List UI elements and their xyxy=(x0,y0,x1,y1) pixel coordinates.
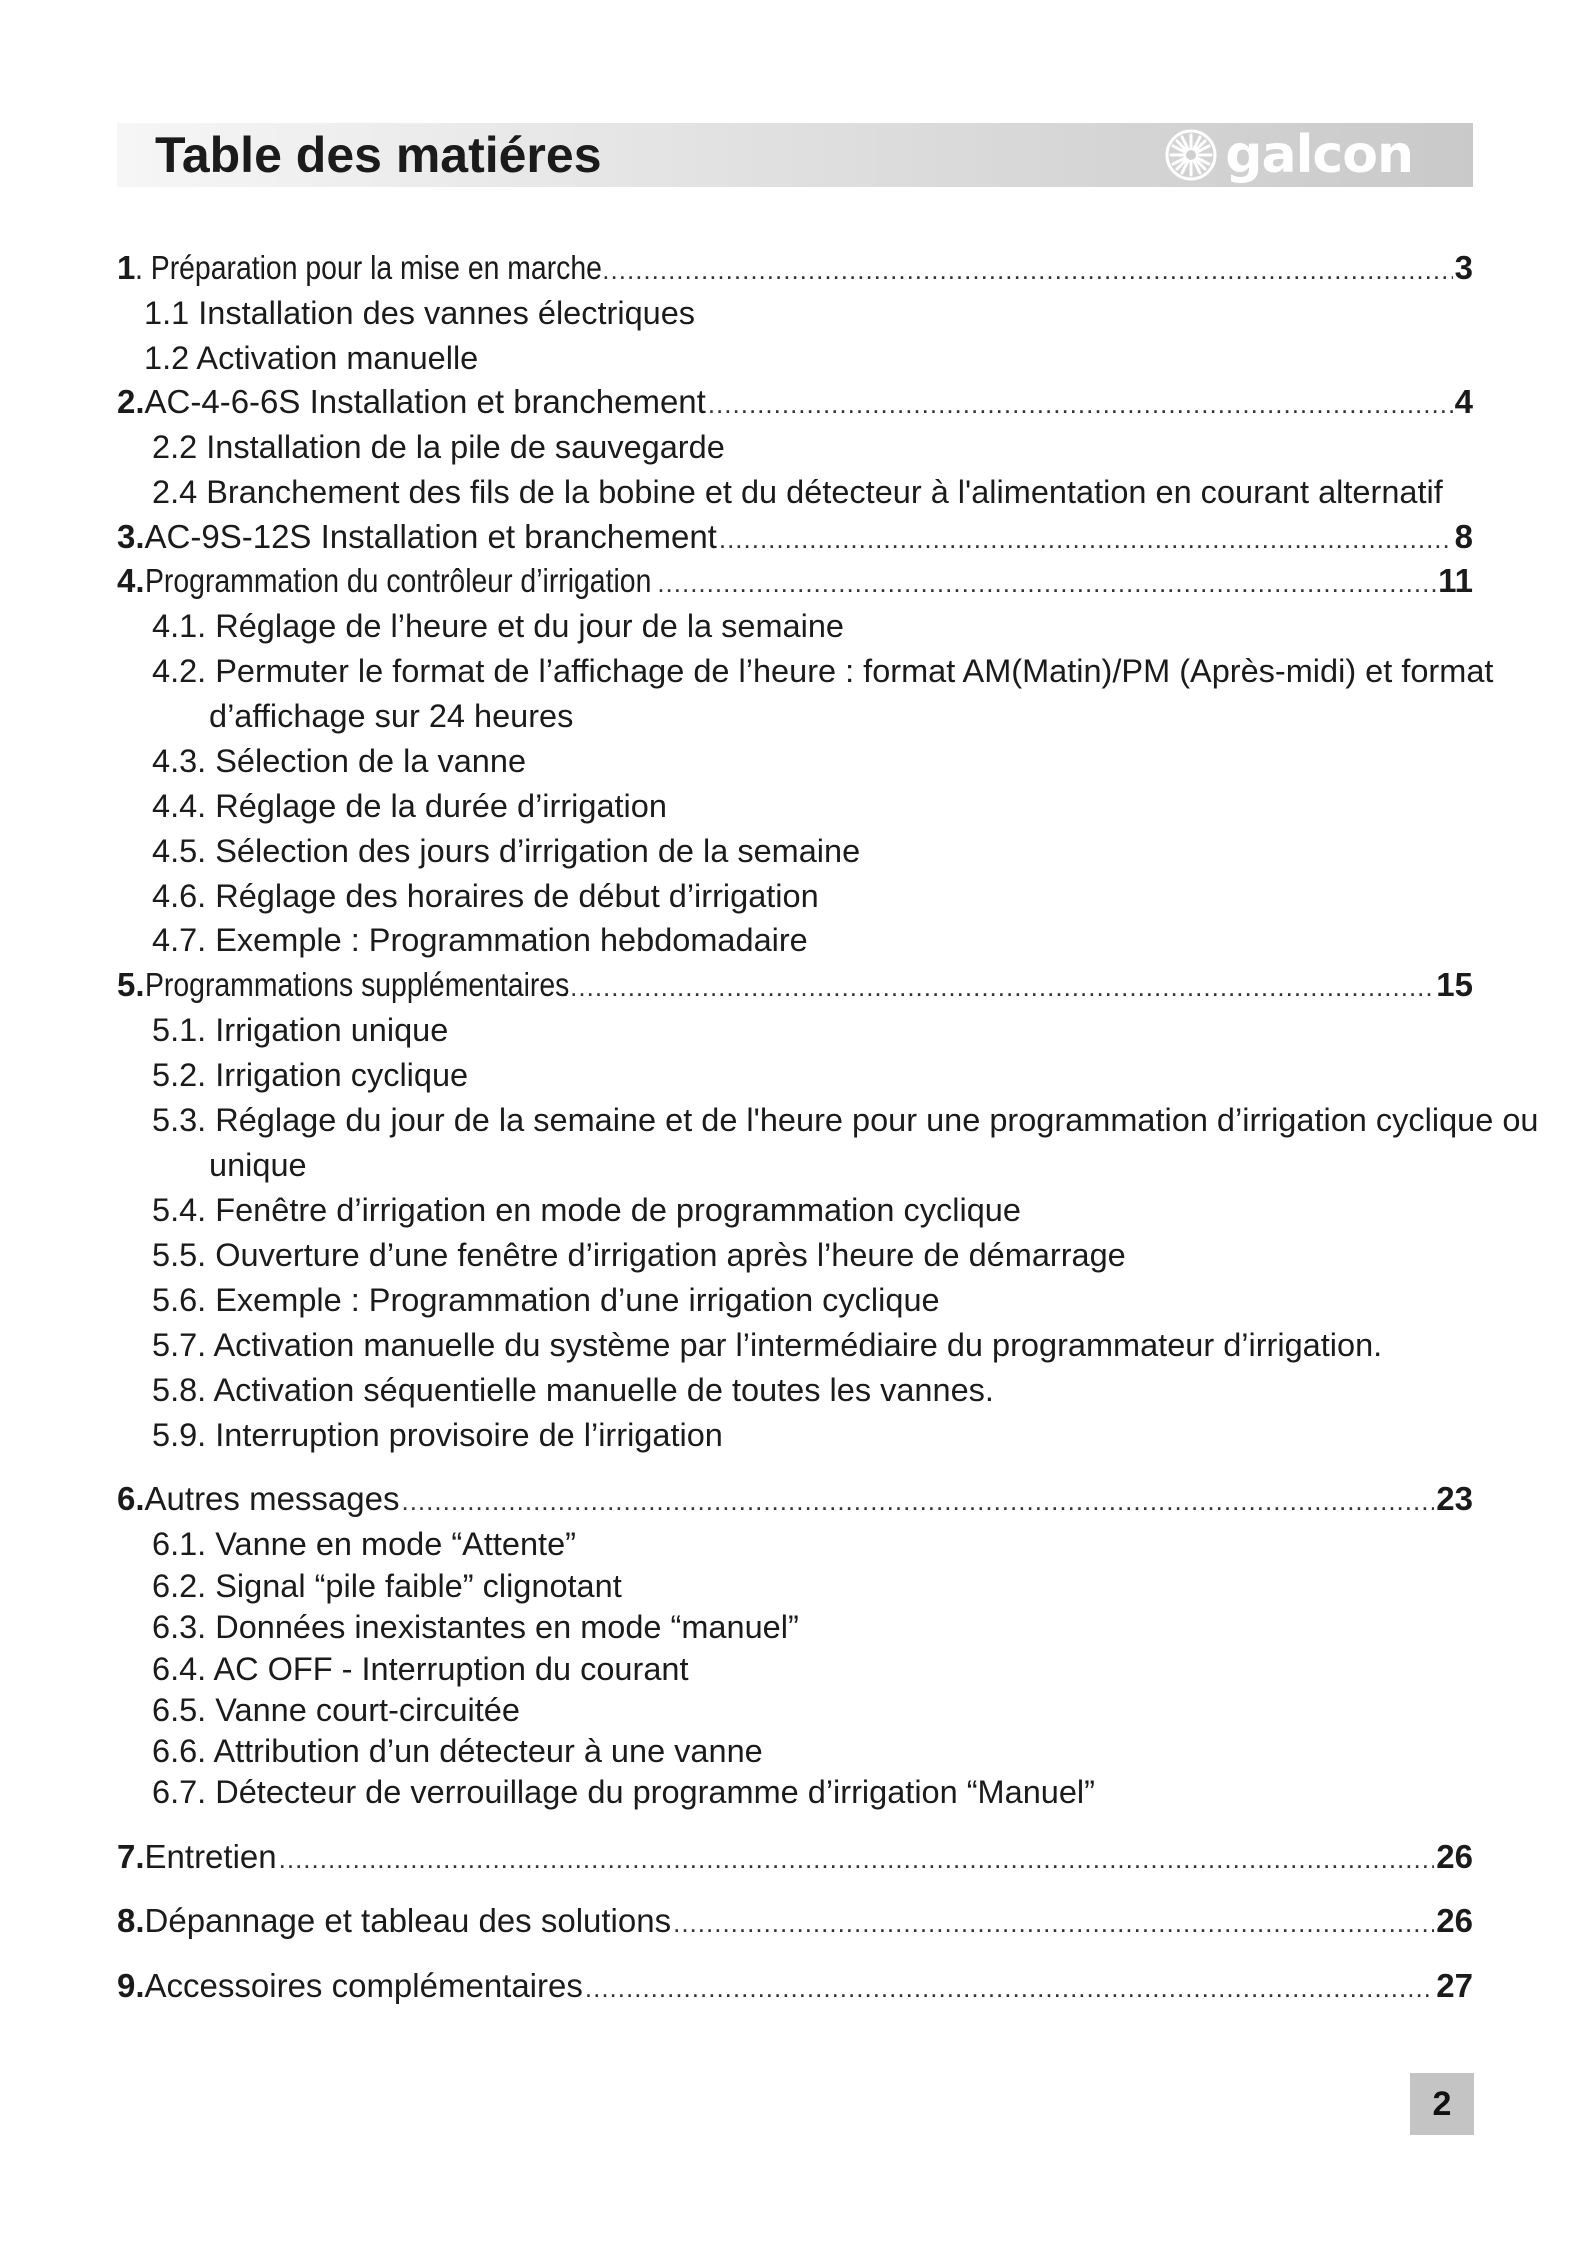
toc-entry-title: 6.7. Détecteur de verrouillage du programme d’irrigation “Manuel” xyxy=(152,1774,1095,1810)
toc-subsection-entry[interactable] xyxy=(152,1607,799,1647)
toc-dot-leader xyxy=(562,965,1434,1007)
toc-subsection-entry[interactable] xyxy=(152,1772,1095,1812)
toc-entry-title: 4.6. Réglage des horaires de début d’irrigation xyxy=(152,878,819,914)
toc-subsection-entry[interactable] xyxy=(152,1415,723,1455)
toc-chapter-entry[interactable] xyxy=(117,248,1473,290)
toc-subsection-entry[interactable] xyxy=(152,1524,576,1564)
toc-subsection-entry[interactable] xyxy=(152,786,667,826)
toc-entry-title: d’affichage sur 24 heures xyxy=(209,698,574,734)
toc-subsection-entry[interactable] xyxy=(152,1325,1382,1365)
brand-logo xyxy=(1165,127,1413,183)
toc-entry-title: AC-9S-12S Installation et branchement xyxy=(144,518,717,555)
toc-subsection-entry[interactable] xyxy=(152,427,725,467)
toc-entry-title: 5.2. Irrigation cyclique xyxy=(152,1057,469,1093)
toc-entry-title: 6.5. Vanne court-circuitée xyxy=(152,1692,520,1728)
toc-entry-title: 4.1. Réglage de l’heure et du jour de la semaine xyxy=(152,608,844,644)
toc-entry-title: 5.1. Irrigation unique xyxy=(152,1012,449,1048)
toc-chapter-entry[interactable] xyxy=(117,382,1473,424)
toc-chapter-entry[interactable] xyxy=(117,1901,1473,1943)
toc-chapter-number: 9. xyxy=(117,1967,145,2004)
toc-dot-leader xyxy=(279,1837,1435,1879)
toc-subsection-entry[interactable] xyxy=(152,1280,940,1320)
toc-subsection-entry[interactable] xyxy=(152,1370,994,1410)
toc-subsection-entry[interactable] xyxy=(152,651,1493,691)
toc-entry-title: 6.4. AC OFF - Interruption du courant xyxy=(152,1651,689,1687)
toc-chapter-number: 2. xyxy=(117,383,145,420)
toc-entry-title: 6.1. Vanne en mode “Attente” xyxy=(152,1526,576,1562)
toc-page-number: 26 xyxy=(1436,1838,1473,1875)
toc-entry-title: 4.5. Sélection des jours d’irrigation de la semaine xyxy=(152,833,861,869)
page-number-box xyxy=(1410,2073,1474,2135)
page-title: Table des matiéres xyxy=(155,127,602,183)
toc-entry-title: 2.2 Installation de la pile de sauvegarde xyxy=(152,429,725,465)
toc-chapter-number: 4. xyxy=(117,562,145,599)
toc-chapter-entry[interactable] xyxy=(117,965,1473,1007)
toc-chapter-number: 7. xyxy=(117,1838,145,1875)
toc-entry-title: 4.7. Exemple : Programmation hebdomadaire xyxy=(152,922,808,958)
toc-dot-leader xyxy=(585,1966,1434,2008)
toc-entry-title: 5.6. Exemple : Programmation d’une irrigation cyclique xyxy=(152,1282,940,1318)
toc-entry-title: 6.2. Signal “pile faible” clignotant xyxy=(152,1568,622,1604)
toc-subsection-entry[interactable] xyxy=(152,1649,689,1689)
sunburst-logo-icon xyxy=(1165,129,1217,181)
header-band xyxy=(117,123,1473,187)
toc-entry-title: 6.3. Données inexistantes en mode “manuel” xyxy=(152,1609,799,1645)
toc-entry-title: 5.3. Réglage du jour de la semaine et de l'heure pour une programmation d’irrigation cyclique ou xyxy=(152,1102,1539,1138)
toc-entry-title: 4.4. Réglage de la durée d’irrigation xyxy=(152,788,667,824)
toc-subsection-entry[interactable] xyxy=(152,920,808,960)
toc-subsection-entry[interactable] xyxy=(152,831,860,871)
toc-subsection-entry[interactable] xyxy=(152,1731,763,1771)
toc-entry-title: 2.4 Branchement des fils de la bobine et du détecteur à l'alimentation en courant alternatif xyxy=(152,474,1443,510)
toc-chapter-number: 6. xyxy=(117,1480,145,1517)
toc-subsection-entry[interactable] xyxy=(152,1690,520,1730)
toc-page-number: 23 xyxy=(1436,1480,1473,1517)
toc-page-number: 15 xyxy=(1436,966,1473,1003)
toc-subsection-entry[interactable] xyxy=(152,1100,1539,1140)
toc-entry-title: 4.2. Permuter le format de l’affichage de l’heure : format AM(Matin)/PM (Après-midi) et format xyxy=(152,653,1494,689)
toc-entry-title: 5.7. Activation manuelle du système par l’intermédiaire du programmateur d’irrigation. xyxy=(152,1327,1383,1363)
toc-entry-title: Programmation du contrôleur d’irrigation xyxy=(144,562,651,599)
toc-subsection-entry[interactable] xyxy=(152,1055,468,1095)
toc-entry-title: 5.8. Activation séquentielle manuelle de toutes les vannes. xyxy=(152,1372,994,1408)
toc-dot-leader xyxy=(602,248,1452,290)
toc-subsection-entry[interactable] xyxy=(209,696,573,736)
toc-entry-title: . Préparation pour la mise en marche xyxy=(135,249,603,286)
toc-chapter-number: 1 xyxy=(117,249,136,286)
toc-entry-title: Dépannage et tableau des solutions xyxy=(144,1902,672,1939)
toc-dot-leader xyxy=(657,561,1436,603)
toc-subsection-entry[interactable] xyxy=(152,1190,1021,1230)
toc-entry-title: Autres messages xyxy=(144,1480,400,1517)
toc-chapter-number: 3. xyxy=(117,518,145,555)
toc-subsection-entry[interactable] xyxy=(144,338,478,378)
brand-name: galcon xyxy=(1225,125,1413,185)
toc-subsection-entry[interactable] xyxy=(152,1235,1126,1275)
toc-page-number: 27 xyxy=(1436,1967,1473,2004)
toc-page-number: 26 xyxy=(1436,1902,1473,1939)
toc-chapter-number: 5. xyxy=(117,966,145,1003)
toc-page-number: 4 xyxy=(1454,383,1473,420)
toc-dot-leader xyxy=(719,517,1453,559)
toc-chapter-entry[interactable] xyxy=(117,561,1473,603)
toc-subsection-entry[interactable] xyxy=(152,606,844,646)
toc-chapter-entry[interactable] xyxy=(117,1966,1473,2008)
toc-chapter-entry[interactable] xyxy=(117,517,1473,559)
toc-subsection-entry[interactable] xyxy=(152,1010,448,1050)
toc-subsection-entry[interactable] xyxy=(152,876,819,916)
toc-page-number: 8 xyxy=(1454,518,1473,555)
toc-subsection-entry[interactable] xyxy=(152,472,1443,512)
toc-page-number: 3 xyxy=(1454,249,1473,286)
toc-dot-leader xyxy=(673,1901,1434,1943)
toc-dot-leader xyxy=(401,1479,1434,1521)
toc-subsection-entry[interactable] xyxy=(152,741,526,781)
toc-chapter-number: 8. xyxy=(117,1902,145,1939)
toc-entry-title: AC-4-6-6S Installation et branchement xyxy=(144,383,706,420)
toc-entry-title: 4.3. Sélection de la vanne xyxy=(152,743,527,779)
toc-page-number: 11 xyxy=(1438,562,1473,599)
toc-entry-title: Entretien xyxy=(144,1838,277,1875)
page-number: 2 xyxy=(1432,2084,1452,2123)
toc-entry-title: Accessoires complémentaires xyxy=(144,1967,583,2004)
toc-entry-title: 5.5. Ouverture d’une fenêtre d’irrigation après l’heure de démarrage xyxy=(152,1237,1126,1273)
toc-subsection-entry[interactable] xyxy=(209,1145,307,1185)
toc-chapter-entry[interactable] xyxy=(117,1479,1473,1521)
toc-entry-title: 5.9. Interruption provisoire de l’irrigation xyxy=(152,1417,723,1453)
toc-entry-title: Programmations supplémentaires xyxy=(144,966,569,1003)
toc-entry-title: unique xyxy=(209,1147,307,1183)
toc-chapter-entry[interactable] xyxy=(117,1837,1473,1879)
toc-entry-title: 5.4. Fenêtre d’irrigation en mode de programmation cyclique xyxy=(152,1192,1021,1228)
toc-subsection-entry[interactable] xyxy=(144,293,695,333)
toc-entry-title: 1.1 Installation des vannes électriques xyxy=(144,295,696,331)
toc-entry-title: 1.2 Activation manuelle xyxy=(144,340,479,376)
toc-subsection-entry[interactable] xyxy=(152,1566,622,1606)
toc-dot-leader xyxy=(708,382,1453,424)
toc-entry-title: 6.6. Attribution d’un détecteur à une vanne xyxy=(152,1733,763,1769)
